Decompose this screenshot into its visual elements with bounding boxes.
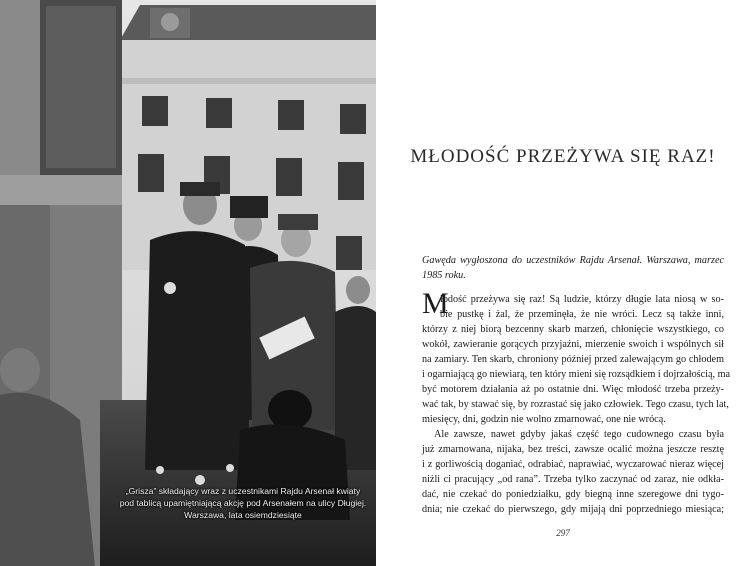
text-line: na zamiary. Ten skarb, chroniony później przed zalewającym go chłodem xyxy=(422,354,724,365)
text-line: dać, nie czekać do poniedziałku, gdy biegną inne szeregowe dni tygo- xyxy=(422,489,724,500)
text-line: wać tak, by stawać się, by rozrastać się jako człowiek. Tego czasu, tych lat, xyxy=(422,399,729,410)
text-line: i ogarniającą go niewiarą, ten który mieni się rozsądkiem i dojrzałością, ma xyxy=(422,369,731,380)
text-line: być motorem działania aż po ostatnie dni. Więc młodość trzeba przeży- xyxy=(422,384,724,395)
text-line: Ale zawsze, nawet gdyby jakaś część tego cudownego czasu była xyxy=(434,429,724,440)
text-line: łodość przeżywa się raz! Są ludzie, którzy długie lata niosą w so- xyxy=(440,294,724,305)
text-line: dnia; nie czekać do pierwszego, gdy mijają dni poprzedniego miesiąca; xyxy=(422,504,724,515)
intro-note: Gawęda wygłoszona do uczestników Rajdu Arsenał. Warszawa, marzec 1985 roku. xyxy=(422,255,724,281)
text-line: niżli ci pracujący „od rana”. Trzeba tylko zaczynać od zaraz, nie odkła- xyxy=(422,474,724,485)
text-line: bie pustkę i żal, że przeminęła, że nie wróci. Lecz są także inni, xyxy=(440,309,724,320)
body-text xyxy=(422,287,731,517)
drop-cap: M xyxy=(422,287,449,320)
chapter-title: MŁODOŚĆ PRZEŻYWA SIĘ RAZ! xyxy=(410,146,716,167)
text-page xyxy=(376,0,750,566)
photo-caption: „Grisza” składający wraz z uczestnikami Rajdu Arsenał kwiaty pod tablicą upamiętniającą akcję pod Arsenałem na ulicy Długiej. Warszawa, lata osiemdziesiąte xyxy=(119,486,367,520)
page-number: 297 xyxy=(556,528,570,538)
text-line: już zmarnowana, nijaka, bez treści, zawsze ocalić można jeszcze resztę xyxy=(422,444,724,455)
text-line: wokół, zawieranie gorących przyjaźni, mierzenie swoich i wspólnych sił xyxy=(422,339,724,350)
text-line: którzy z niej biorą bezcenny skarb marzeń, chłonięcie wszystkiego, co xyxy=(422,324,724,335)
text-line: miesięcy, dni, godzin nie wolno zmarnować, one nie wrócą. xyxy=(422,414,666,425)
text-line: i z gorliwością doganiać, odrabiać, naprawiać, wyczarować nieraz więcej xyxy=(422,459,724,470)
